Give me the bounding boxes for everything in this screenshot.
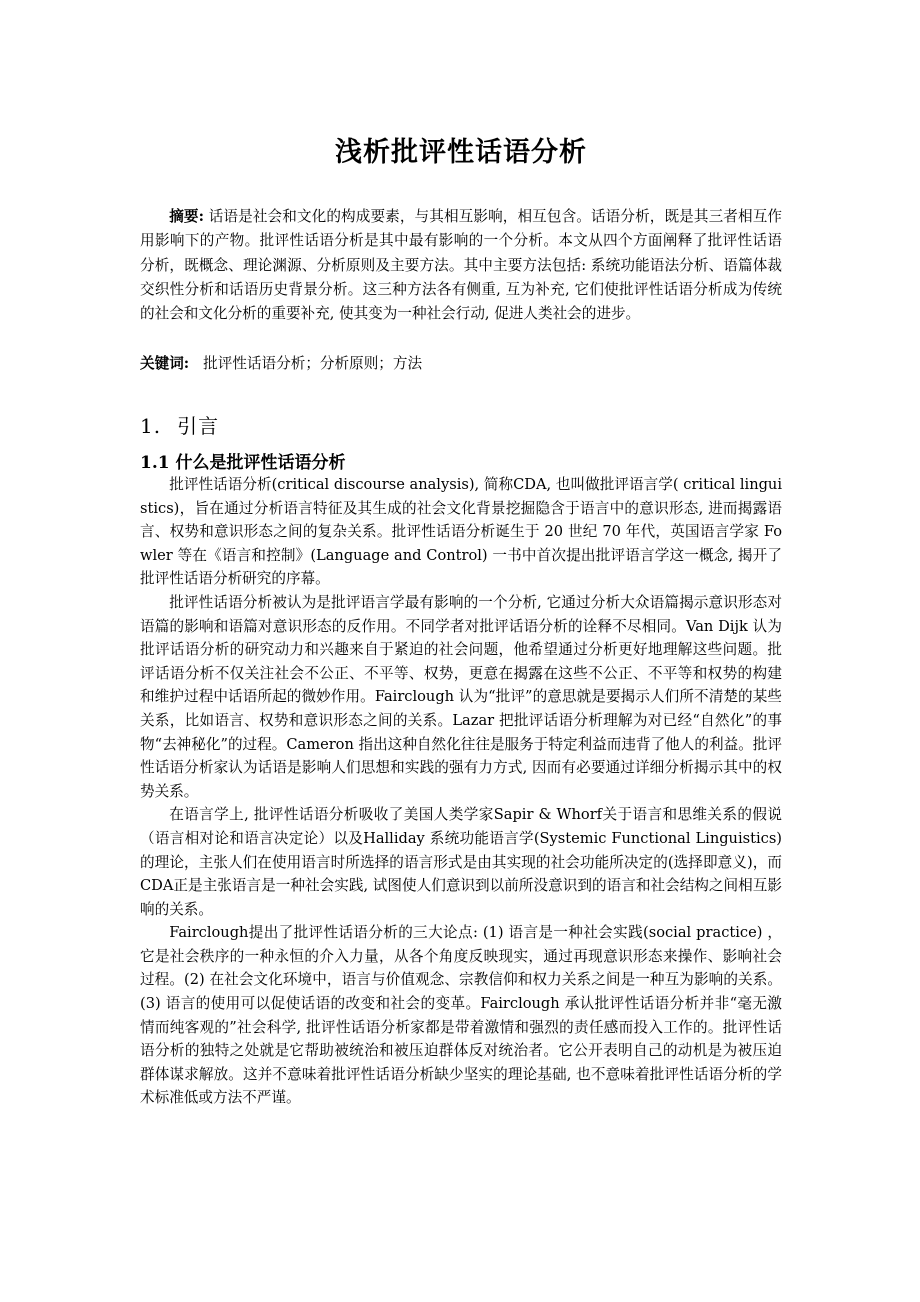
paragraph: 批评性话语分析(critical discourse analysis), 简称CDA, 也叫做批评语言学( critical linguistics)，旨在通过分析语言特征及其生成的社会文化背景挖掘隐含于语言中的意识形态, 进而揭露语言、权势和意识形态之间的复杂关系。批评性话语分析诞生于 20 世纪 70 年代，英国语言学家 Fowler 等在《语言和控制》(Language and Control) 一书中首次提出批评语言学这一概念, 揭开了批评性话语分析研究的序幕。 [140, 476, 782, 588]
abstract [140, 205, 782, 326]
keywords-label: 关键词: [140, 355, 190, 372]
keywords-text: 批评性话语分析；分析原则；方法 [203, 355, 423, 372]
section-title: 引言 [177, 414, 220, 438]
paragraph: Fairclough提出了批评性话语分析的三大论点: (1) 语言是一种社会实践(social practice) ，它是社会秩序的一种永恒的介入力量，从各个角度反映现实，通过再现意识形态来操作、影响社会过程。(2) 在社会文化环境中，语言与价值观念、宗教信仰和权力关系之间是一种互为影响的关系。(3) 语言的使用可以促使话语的改变和社会的变革。Fairclough 承认批评性话语分析并非“毫无激情而纯客观的”社会科学, 批评性话语分析家都是带着激情和强烈的责任感而投入工作的。批评性话语分析的独特之处就是它帮助被统治和被压迫群体反对统治者。它公开表明自己的动机是为被压迫群体谋求解放。这并不意味着批评性话语分析缺少坚实的理论基础, 也不意味着批评性话语分析的学术标准低或方法不严谨。 [140, 924, 782, 1107]
subsection-heading: 1.1 什么是批评性话语分析 [140, 453, 346, 473]
paragraph: 批评性话语分析被认为是批评语言学最有影响的一个分析, 它通过分析大众语篇揭示意识形态对语篇的影响和语篇对意识形态的反作用。不同学者对批评话语分析的诠释不尽相同。Van Dijk 认为批评话语分析的研究动力和兴趣来自于紧迫的社会问题，他希望通过分析更好地理解这些问题。批评话语分析不仅关注社会不公正、不平等、权势，更意在揭露在这些不公正、不平等和权势的构建和维护过程中话语所起的微妙作用。Fairclough 认为“批评”的意思就是要揭示人们所不清楚的某些关系，比如语言、权势和意识形态之间的关系。Lazar 把批评话语分析理解为对已经“自然化”的事物“去神秘化”的过程。Cameron 指出这种自然化往往是服务于特定利益而违背了他人的利益。批评性话语分析家认为话语是影响人们思想和实践的强有力方式, 因而有必要通过详细分析揭示其中的权势关系。 [140, 593, 782, 800]
keywords [140, 352, 782, 376]
section-heading [140, 410, 219, 439]
paragraph: 在语言学上, 批评性话语分析吸收了美国人类学家Sapir & Whorf关于语言和思维关系的假说（语言相对论和语言决定论）以及Halliday 系统功能语言学(Systemic Functional Linguistics) 的理论，主张人们在使用语言时所选择的语言形式是由其实现的社会功能所决定的(选择即意义)，而CDA正是主张语言是一种社会实践, 试图使人们意识到以前所没意识到的语言和社会结构之间相互影响的关系。 [140, 806, 782, 918]
body-text [140, 473, 782, 1110]
abstract-text: 话语是社会和文化的构成要素，与其相互影响，相互包含。话语分析，既是其三者相互作用影响下的产物。批评性话语分析是其中最有影响的一个分析。本文从四个方面阐释了批评性话语分析，既概念、理论渊源、分析原则及主要方法。其中主要方法包括: 系统功能语法分析、语篇体裁交织性分析和话语历史背景分析。这三种方法各有侧重, 互为补充, 它们使批评性话语分析成为传统的社会和文化分析的重要补充, 使其变为一种社会行动, 促进人类社会的进步。 [140, 208, 782, 323]
document-title: 浅析批评性话语分析 [335, 137, 587, 169]
abstract-label: 摘要: [169, 208, 204, 225]
section-number: 1. [140, 414, 162, 438]
